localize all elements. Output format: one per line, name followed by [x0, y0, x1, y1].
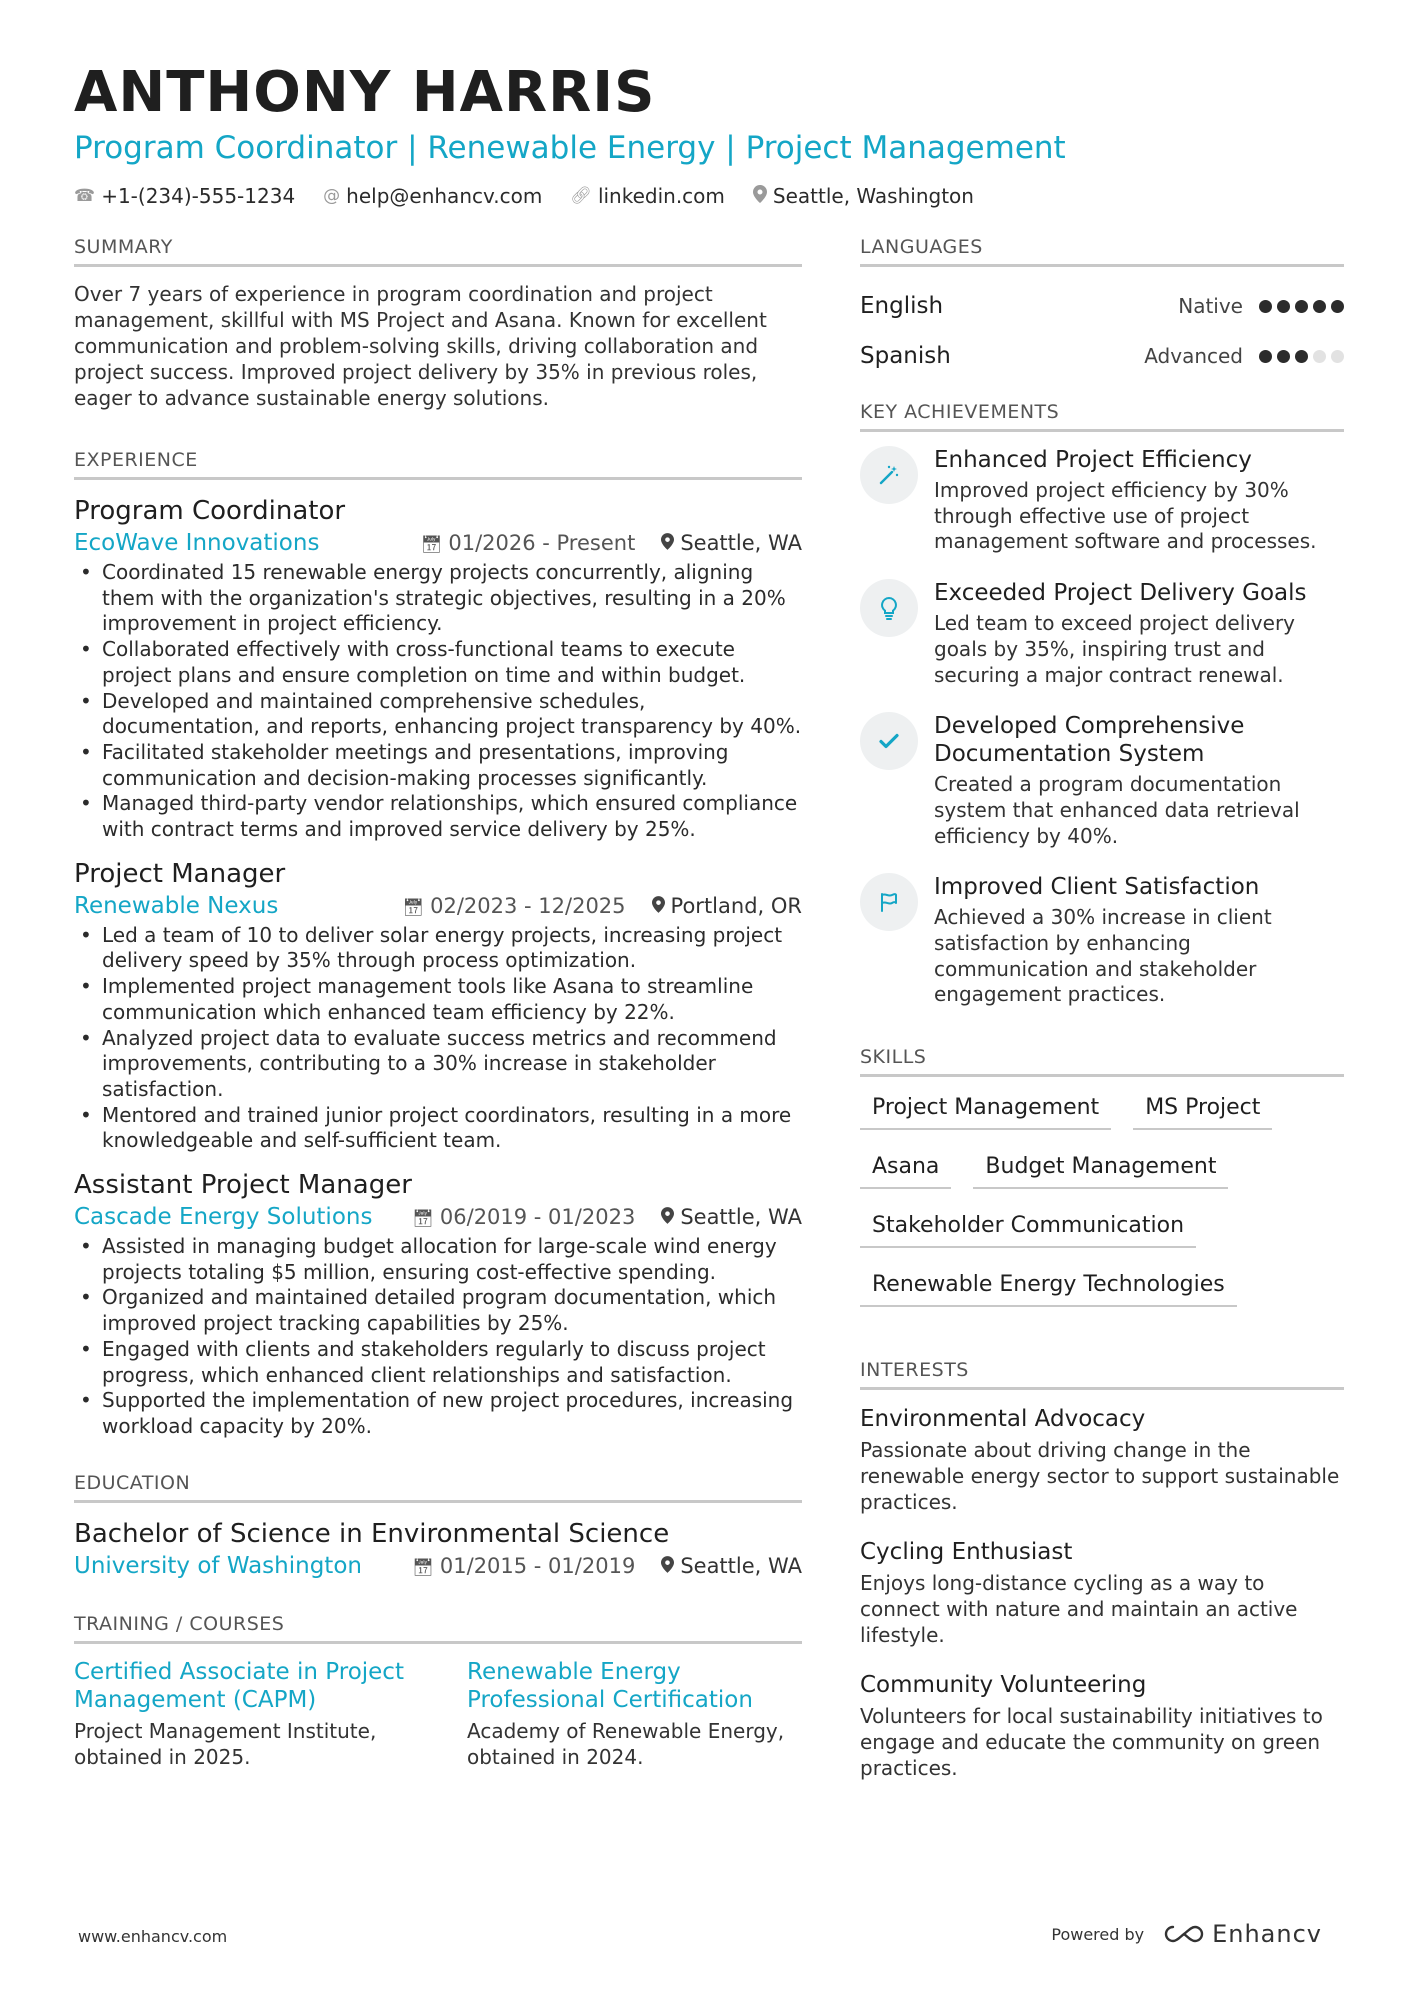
course-title: Renewable Energy Professional Certification	[467, 1658, 753, 1713]
skill-tag: Renewable Energy Technologies	[860, 1268, 1237, 1307]
language-item	[860, 281, 1344, 331]
list-item: • Implemented project management tools like Asana to streamline communication which enhanced team efficiency by 22%.	[74, 974, 802, 1025]
skill-tag: Asana	[860, 1150, 951, 1189]
candidate-subtitle: Program Coordinator | Renewable Energy | Project Management	[74, 130, 1066, 166]
list-item: • Developed and maintained comprehensive schedules, documentation, and reports, enhancing project transparency by 40%.	[74, 689, 802, 740]
achievement-desc: Improved project efficiency by 30% through effective use of project management software and processes.	[934, 478, 1317, 554]
contact-bar	[74, 184, 1344, 208]
checkmark-icon	[860, 712, 918, 770]
calendar-icon: 📅︎	[412, 1209, 434, 1230]
location-pin-icon	[661, 1558, 674, 1578]
rating-dot	[1295, 350, 1308, 363]
brand-logo[interactable]	[1162, 1920, 1322, 1948]
language-item	[860, 331, 1344, 381]
job-meta	[74, 893, 802, 919]
language-rating	[1259, 300, 1344, 313]
training-heading: TRAINING / COURSES	[74, 1613, 802, 1644]
language-name: English	[860, 293, 944, 319]
interest-title: Community Volunteering	[860, 1672, 1147, 1699]
achievement-item	[860, 446, 1344, 555]
magic-wand-icon	[860, 446, 918, 504]
achievement-title: Enhanced Project Efficiency	[934, 447, 1252, 473]
job-meta	[74, 530, 802, 556]
interest-desc: Passionate about driving change in the renewable energy sector to support sustainable practices.	[860, 1438, 1340, 1514]
rating-dot	[1259, 300, 1272, 313]
rating-dot	[1259, 350, 1272, 363]
education-entry	[74, 1517, 802, 1579]
education-date: 01/2015 - 01/2019	[439, 1553, 636, 1578]
interest-title: Environmental Advocacy	[860, 1406, 1146, 1433]
list-item: • Analyzed project data to evaluate success metrics and recommend improvements, contributing to a 30% increase in stakeholder satisfaction.	[74, 1026, 802, 1103]
location-pin-icon	[753, 185, 767, 208]
skill-tag: Stakeholder Communication	[860, 1209, 1196, 1248]
rating-dot	[1313, 350, 1326, 363]
left-column	[74, 236, 802, 1770]
candidate-name: ANTHONY HARRIS	[74, 60, 656, 125]
job-location: Seattle, WA	[680, 531, 802, 555]
achievement-title: Improved Client Satisfaction	[934, 874, 1260, 901]
skill-tag: MS Project	[1133, 1091, 1272, 1130]
course-list	[74, 1658, 802, 1770]
job-bullets	[74, 1234, 802, 1440]
job-date: 06/2019 - 01/2023	[439, 1205, 636, 1230]
list-item: • Led a team of 10 to deliver solar energy projects, increasing project delivery speed by 35% through process optimization.	[74, 923, 802, 974]
company-name: Cascade Energy Solutions	[74, 1204, 373, 1231]
job-date: 02/2023 - 12/2025	[430, 893, 626, 918]
infinity-logo-icon	[1162, 1923, 1206, 1945]
rating-dot	[1277, 300, 1290, 313]
job-title: Project Manager	[74, 858, 286, 889]
job-bullets	[74, 923, 802, 1154]
flag-icon	[860, 873, 918, 931]
course-desc: Academy of Renewable Energy, obtained in 2024.	[467, 1718, 785, 1769]
footer-branding	[1051, 1920, 1322, 1948]
calendar-icon: 📅︎	[420, 535, 443, 555]
powered-by-label: Powered by	[1051, 1924, 1145, 1944]
achievement-title: Exceeded Project Delivery Goals	[934, 580, 1307, 607]
calendar-icon: 📅︎	[402, 897, 425, 918]
summary-text: Over 7 years of experience in program coordination and project management, skillful with MS Project and Asana. Known for excellent communication and problem-solving skills, driving collaboration and project success. Improved project delivery by 35% in previous roles, eager to advance sustainable energy solutions.	[74, 282, 767, 410]
education-meta	[74, 1553, 802, 1579]
contact-linkedin[interactable]	[570, 184, 725, 208]
phone-icon: ☎	[74, 186, 96, 206]
contact-email[interactable]	[323, 184, 542, 208]
job-title: Assistant Project Manager	[74, 1170, 412, 1201]
location-pin-icon	[661, 1209, 674, 1229]
phone-text: +1-(234)-555-1234	[101, 184, 296, 208]
list-item: • Organized and maintained detailed program documentation, which improved project tracking capabilities by 25%.	[74, 1285, 802, 1336]
summary-heading: SUMMARY	[74, 236, 802, 267]
course-desc: Project Management Institute, obtained in 2025.	[74, 1718, 377, 1769]
achievements-heading: KEY ACHIEVEMENTS	[860, 401, 1344, 432]
job-entry	[74, 857, 802, 1154]
course-title: Certified Associate in Project Management (CAPM)	[74, 1658, 404, 1713]
rating-dot	[1277, 350, 1290, 363]
location-text: Seattle, Washington	[772, 184, 974, 208]
interests-heading: INTERESTS	[860, 1359, 1344, 1390]
interest-desc: Volunteers for local sustainability initiatives to engage and educate the community on green practices.	[860, 1704, 1323, 1780]
brand-name: Enhancv	[1212, 1920, 1322, 1948]
experience-heading: EXPERIENCE	[74, 449, 802, 480]
achievement-item	[860, 873, 1344, 1008]
job-location: Portland, OR	[670, 893, 802, 918]
skills-heading: SKILLS	[860, 1046, 1344, 1077]
job-date: 01/2026 - Present	[448, 531, 636, 555]
language-level: Native	[1178, 294, 1243, 318]
at-icon: @	[323, 186, 341, 206]
language-name: Spanish	[860, 343, 951, 369]
linkedin-text[interactable]: linkedin.com	[597, 184, 725, 208]
list-item: • Coordinated 15 renewable energy projects concurrently, aligning them with the organization's strategic objectives, resulting in a 20% improvement in project efficiency.	[74, 560, 802, 637]
achievement-item	[860, 712, 1344, 849]
interest-title: Cycling Enthusiast	[860, 1539, 1073, 1566]
job-title: Program Coordinator	[74, 496, 346, 526]
list-item: • Collaborated effectively with cross-functional teams to execute project plans and ensure completion on time and within budget.	[74, 637, 802, 688]
interest-item	[860, 1404, 1344, 1515]
skill-list	[860, 1091, 1344, 1307]
job-entry	[74, 494, 802, 843]
list-item: • Assisted in managing budget allocation for large-scale wind energy projects totaling $5 million, ensuring cost-effective spending.	[74, 1234, 802, 1285]
skill-tag: Project Management	[860, 1091, 1111, 1130]
school-name: University of Washington	[74, 1552, 362, 1579]
contact-location	[753, 184, 974, 208]
list-item: • Supported the implementation of new project procedures, increasing workload capacity by 20%.	[74, 1388, 802, 1439]
rating-dot	[1295, 300, 1308, 313]
company-name: Renewable Nexus	[74, 892, 279, 919]
language-rating	[1259, 350, 1344, 363]
location-pin-icon	[661, 535, 674, 555]
skill-tag: Budget Management	[973, 1150, 1228, 1189]
job-entry	[74, 1168, 802, 1440]
degree-title: Bachelor of Science in Environmental Science	[74, 1518, 670, 1549]
job-location: Seattle, WA	[680, 1205, 802, 1230]
achievement-item	[860, 579, 1344, 688]
company-name: EcoWave Innovations	[74, 530, 320, 556]
rating-dot	[1331, 300, 1344, 313]
education-location: Seattle, WA	[680, 1553, 802, 1578]
job-bullets	[74, 560, 802, 843]
achievement-desc: Achieved a 30% increase in client satisfaction by enhancing communication and stakeholder engagement practices.	[934, 905, 1272, 1007]
course-item	[74, 1658, 409, 1770]
list-item: • Managed third-party vendor relationships, which ensured compliance with contract terms and improved service delivery by 25%.	[74, 791, 802, 842]
course-item	[467, 1658, 802, 1770]
link-icon: 🔗︎	[570, 186, 592, 206]
achievement-desc: Created a program documentation system that enhanced data retrieval efficiency by 40%.	[934, 772, 1300, 848]
footer-website[interactable]: www.enhancv.com	[78, 1927, 228, 1946]
job-meta	[74, 1204, 802, 1230]
list-item: • Engaged with clients and stakeholders regularly to discuss project progress, which enhanced client relationships and satisfaction.	[74, 1337, 802, 1388]
language-level: Advanced	[1144, 344, 1243, 368]
calendar-icon: 📅︎	[412, 1557, 434, 1578]
right-column	[860, 236, 1344, 1803]
education-heading: EDUCATION	[74, 1472, 802, 1503]
list-item: • Facilitated stakeholder meetings and presentations, improving communication and decision-making processes significantly.	[74, 740, 802, 791]
email-text[interactable]: help@enhancv.com	[346, 184, 543, 208]
contact-phone	[74, 184, 295, 208]
languages-heading: LANGUAGES	[860, 236, 1344, 267]
interest-item	[860, 1670, 1344, 1781]
interest-desc: Enjoys long-distance cycling as a way to connect with nature and maintain an active lifestyle.	[860, 1571, 1298, 1647]
list-item: • Mentored and trained junior project coordinators, resulting in a more knowledgeable and self-sufficient team.	[74, 1103, 802, 1154]
rating-dot	[1331, 350, 1344, 363]
location-pin-icon	[652, 898, 665, 918]
achievement-desc: Led team to exceed project delivery goals by 35%, inspiring trust and securing a major contract renewal.	[934, 611, 1296, 687]
interest-item	[860, 1537, 1344, 1648]
lightbulb-icon	[860, 579, 918, 637]
rating-dot	[1313, 300, 1326, 313]
achievement-title: Developed Comprehensive Documentation System	[934, 713, 1245, 768]
resume-header	[74, 60, 1344, 208]
